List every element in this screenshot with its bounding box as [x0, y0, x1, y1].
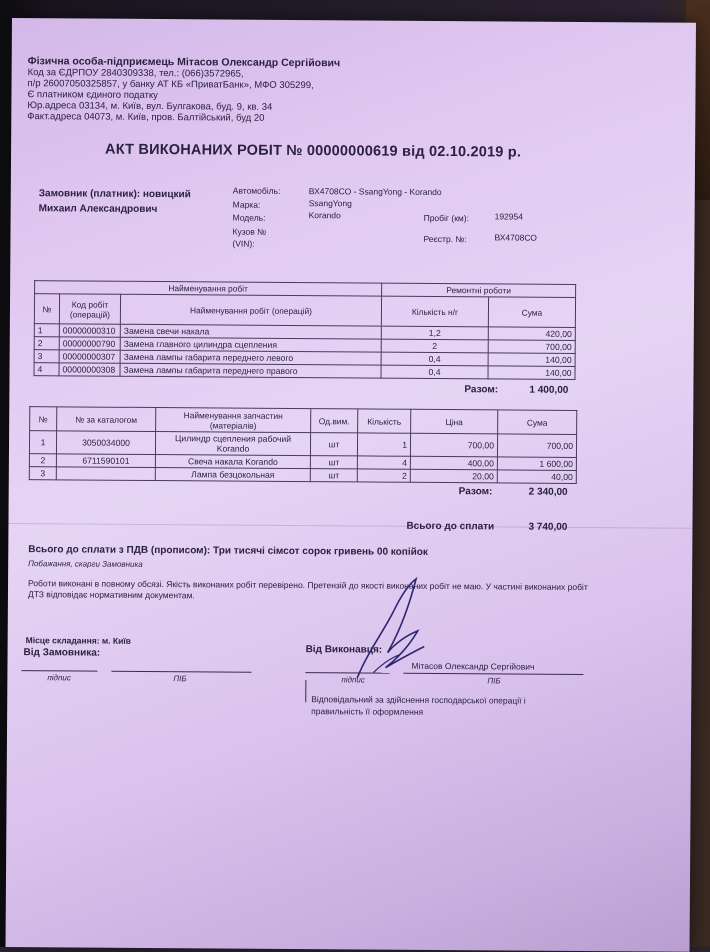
body-label: Кузов № [232, 226, 267, 237]
cell-price: 20,00 [410, 469, 497, 483]
cell-price: 700,00 [410, 433, 497, 457]
col-qty: Кількість [358, 409, 411, 433]
responsible-line: правильність її оформлення [311, 706, 424, 717]
caption-signature: підпис [47, 673, 71, 683]
from-customer-label: Від Замовника: [23, 647, 101, 659]
header-line: п/р 26007050325857, у банку АТ КБ «ПриватБанк», МФО 305299, [27, 78, 314, 92]
header-line: Юр.адреса 03134, м. Київ, вул. Булгакова, буд. 9, кв. 34 [27, 100, 273, 113]
car-label: Автомобіль: [232, 185, 281, 196]
customer-label: Замовник (платник): новицкий [38, 188, 191, 201]
customer-name: Михаил Александрович [38, 203, 158, 216]
cell-name: Замена свечи накала [120, 324, 381, 339]
works-total-label: Разом: [464, 384, 499, 396]
repair-group-header: Ремонтні роботи [382, 283, 576, 297]
cell-sum: 1 600,00 [497, 457, 576, 471]
statement-line: Роботи виконані в повному обсязі. Якість виконаних робіт перевірено. Претензій до якості виконаних робіт не маю. У частині виконаних робіт [28, 578, 588, 593]
cell-number: 2 [34, 337, 59, 350]
mileage-value: 192954 [494, 211, 524, 222]
col-price: Ціна [411, 409, 498, 434]
col-unit: Од.вим. [311, 409, 358, 433]
statement-line: ДТЗ відповідає нормативним документам. [27, 589, 195, 601]
header-line: Код за ЄДРПОУ 2840309338, тел.: (066)3572965, [27, 67, 244, 80]
caption-signature: підпис [341, 675, 365, 685]
bracket-line [305, 680, 306, 702]
cell-code: 00000000310 [59, 324, 120, 337]
cell-number: 1 [29, 431, 56, 454]
cell-code: 00000000790 [59, 337, 120, 350]
document-title: АКТ ВИКОНАНИХ РОБІТ № 00000000619 від 02.10.2019 р. [105, 141, 522, 161]
contractor-signature [337, 572, 448, 683]
caption-pib: ПІБ [487, 676, 501, 686]
cell-unit: шт [310, 469, 357, 482]
caption-pib: ПІБ [173, 674, 187, 684]
col-work-name: Найменування робіт (операцій) [120, 294, 381, 326]
cell-price: 400,00 [410, 456, 497, 470]
col-sum: Сума [498, 410, 577, 435]
total-in-words: Всього до сплати з ПДВ (прописом): Три тисячі сімсот сорок гривень 00 копійок [28, 544, 428, 558]
col-number: № [30, 407, 57, 431]
place-of-drawing: Місце складання: м. Київ [25, 635, 131, 646]
cell-qty: 1,2 [381, 326, 488, 340]
header-line: Факт.адреса 04073, м. Київ, пров. Балтійський, буд 20 [27, 111, 265, 124]
mileage-label: Пробіг (км): [423, 212, 470, 224]
grand-total-value: 3 740,00 [528, 521, 568, 533]
model-label: Модель: [232, 212, 266, 223]
cell-catalog: 6711590101 [56, 454, 155, 468]
cell-catalog [56, 467, 155, 481]
cell-code: 00000000307 [59, 350, 120, 363]
entrepreneur-name: Фізична особа-підприємець Мітасов Олександр Сергійович [27, 55, 341, 70]
col-part-name: Найменування запчастин (матеріалів) [156, 408, 311, 433]
customer-name-line [111, 671, 251, 673]
header-line: Є платником єдиного податку [27, 89, 158, 102]
col-catalog: № за каталогом [57, 407, 156, 432]
cell-part-name: Лампа безцокольная [155, 468, 310, 482]
col-work-code: Код робіт (операцій) [59, 294, 120, 324]
cell-number: 3 [29, 467, 56, 480]
col-hours: Кількість н/г [381, 296, 488, 327]
col-number: № [34, 294, 59, 324]
cell-qty: 0,4 [381, 352, 488, 366]
cell-unit: шт [310, 433, 357, 456]
cell-sum: 140,00 [488, 353, 575, 367]
parts-table [29, 406, 578, 484]
cell-sum: 700,00 [497, 434, 576, 458]
company-header [27, 56, 340, 124]
cell-sum: 420,00 [488, 327, 575, 341]
cell-qty: 2 [381, 339, 488, 353]
contractor-name: Мітасов Олександр Сергійович [411, 660, 535, 672]
cell-number: 2 [29, 454, 56, 467]
paper-fold [8, 523, 692, 529]
cell-qty: 2 [357, 469, 410, 482]
cell-code: 00000000308 [59, 363, 120, 376]
col-sum: Сума [488, 297, 575, 328]
cell-sum: 40,00 [497, 470, 576, 484]
parts-total-label: Разом: [458, 486, 493, 498]
invoice-paper [6, 18, 696, 952]
cell-name: Замена лампы габарита переднего левого [120, 350, 381, 365]
cell-part-name: Цилиндр сцепления рабочий Korando [155, 432, 310, 456]
table-row [29, 467, 576, 484]
cell-unit: шт [310, 456, 357, 469]
cell-number: 3 [34, 350, 59, 363]
reg-value: ВХ4708СО [494, 232, 537, 243]
vin-label: (VIN): [232, 238, 255, 249]
parts-total: 2 340,00 [528, 486, 568, 498]
from-contractor-label: Від Виконавця: [305, 644, 383, 656]
cell-name: Замена лампы габарита переднего правого [120, 363, 381, 378]
make-label: Марка: [232, 199, 261, 210]
cell-name: Замена главного цилиндра сцепления [120, 337, 381, 352]
cell-sum: 140,00 [488, 366, 575, 380]
works-group-header: Найменування робіт [35, 281, 382, 296]
cell-qty: 1 [357, 433, 410, 456]
grand-total-label: Всього до сплати [406, 520, 495, 533]
cell-number: 4 [34, 363, 59, 376]
cell-number: 1 [34, 324, 59, 337]
customer-wishes: Побажання, скарги Замовника [28, 559, 143, 569]
cell-part-name: Свеча накала Korando [155, 455, 310, 469]
responsible-line: Відповідальний за здійснення господарської операції і [311, 694, 526, 706]
table-row [34, 363, 575, 380]
reg-label: Реєстр. №: [423, 233, 467, 245]
cell-catalog: 3050034000 [56, 431, 155, 455]
cell-qty: 4 [357, 456, 410, 469]
cell-sum: 700,00 [488, 340, 575, 354]
cell-qty: 0,4 [381, 365, 488, 379]
car-value: ВХ4708СО - SsangYong - Korando [308, 186, 442, 198]
make-value: SsangYong [308, 198, 352, 209]
customer-signature-line [21, 670, 97, 672]
works-total: 1 400,00 [529, 384, 569, 396]
model-value: Korando [308, 210, 341, 221]
works-table [34, 280, 577, 380]
